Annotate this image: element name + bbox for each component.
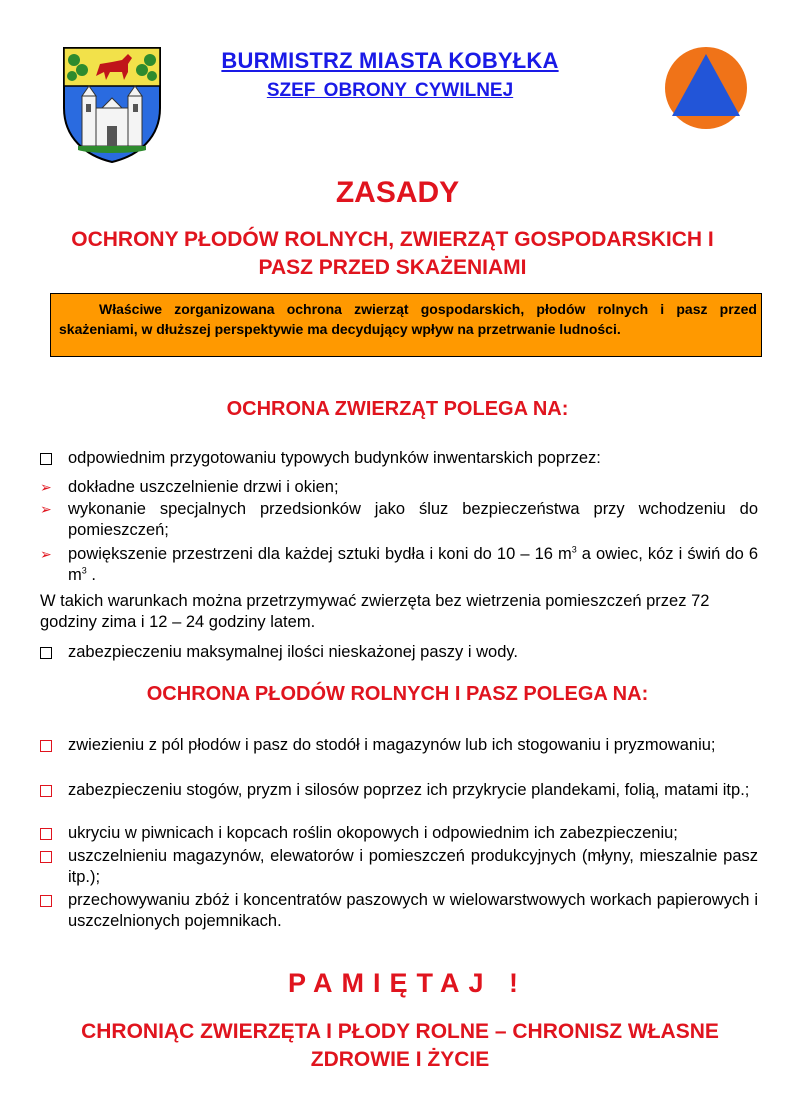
checkbox-icon — [40, 823, 60, 846]
section-crops-heading: OCHRONA PŁODÓW ROLNYCH I PASZ POLEGA NA: — [146, 683, 649, 705]
remember-heading: PAMIĘTAJ ! — [287, 968, 527, 998]
list-item: ➢ dokładne uszczelnienie drzwi i okien; — [40, 478, 339, 496]
header-subtitle: SZEF OBRONY CYWILNEJ — [266, 80, 514, 101]
list-item: przechowywaniu zbóż i koncentratów paszowych w wielowarstwowych workach papierowych i uszczelnionych pojemnikach. — [40, 890, 758, 932]
kobylka-coat-of-arms-icon — [62, 46, 162, 164]
arrow-bullet-icon: ➢ — [40, 546, 52, 562]
list-item: zwiezieniu z pól płodów i pasz do stodół i magazynów lub ich stogowaniu i pryzmowaniu; — [40, 735, 758, 756]
notice-box: Właściwe zorganizowana ochrona zwierząt gospodarskich, płodów rolnych i pasz przed skażeniami, w dłuższej perspektywie ma decydujący wpływ na przetrwanie ludności. — [50, 293, 762, 357]
section-animals-heading: OCHRONA ZWIERZĄT POLEGA NA: — [226, 398, 569, 420]
checkbox-icon — [40, 890, 60, 913]
list-item: uszczelnieniu magazynów, elewatorów i pomieszczeń produkcyjnych (młyny, mieszalnie pasz itp.); — [40, 846, 758, 888]
list-item: ➢ wykonanie specjalnych przedsionków jako śluz bezpieczeństwa przy wchodzeniu do pomieszczeń; — [40, 500, 758, 539]
list-item: odpowiednim przygotowaniu typowych budynków inwentarskich poprzez: — [40, 448, 758, 469]
checkbox-icon — [40, 735, 60, 758]
arrow-bullet-icon: ➢ — [40, 501, 52, 517]
checkbox-icon — [40, 780, 60, 803]
checkbox-icon — [40, 448, 60, 471]
checkbox-icon — [40, 642, 60, 665]
page-title: ZASADY — [335, 176, 460, 209]
checkbox-icon — [40, 846, 60, 869]
list-item: ➢ powiększenie przestrzeni dla każdej sztuki bydła i koni do 10 – 16 $m^3$ a owiec, kóz i świń do 6 $m^3$ . — [40, 544, 758, 584]
page-subtitle: OCHRONY PŁODÓW ROLNYCH, ZWIERZĄT GOSPODARSKICH I PASZ PRZED SKAŻENIAMI — [71, 228, 714, 279]
header-title: BURMISTRZ MIASTA KOBYŁKA — [221, 48, 559, 73]
paragraph: W takich warunkach można przetrzymywać zwierzęta bez wietrzenia pomieszczeń przez 72 godziny zima i 12 – 24 godziny latem. — [40, 592, 710, 631]
list-item: zabezpieczeniu stogów, pryzm i silosów poprzez ich przykrycie plandekami, folią, matami itp.; — [40, 780, 758, 801]
civil-defence-triangle-icon — [664, 46, 748, 130]
list-item: zabezpieczeniu maksymalnej ilości nieskażonej paszy i wody. — [40, 642, 758, 663]
arrow-bullet-icon: ➢ — [40, 479, 52, 495]
closing-message: CHRONIĄC ZWIERZĘTA I PŁODY ROLNE – CHRONISZ WŁASNE ZDROWIE I ŻYCIE — [81, 1020, 719, 1071]
list-item: ukryciu w piwnicach i kopcach roślin okopowych i odpowiednim ich zabezpieczeniu; — [40, 823, 758, 844]
